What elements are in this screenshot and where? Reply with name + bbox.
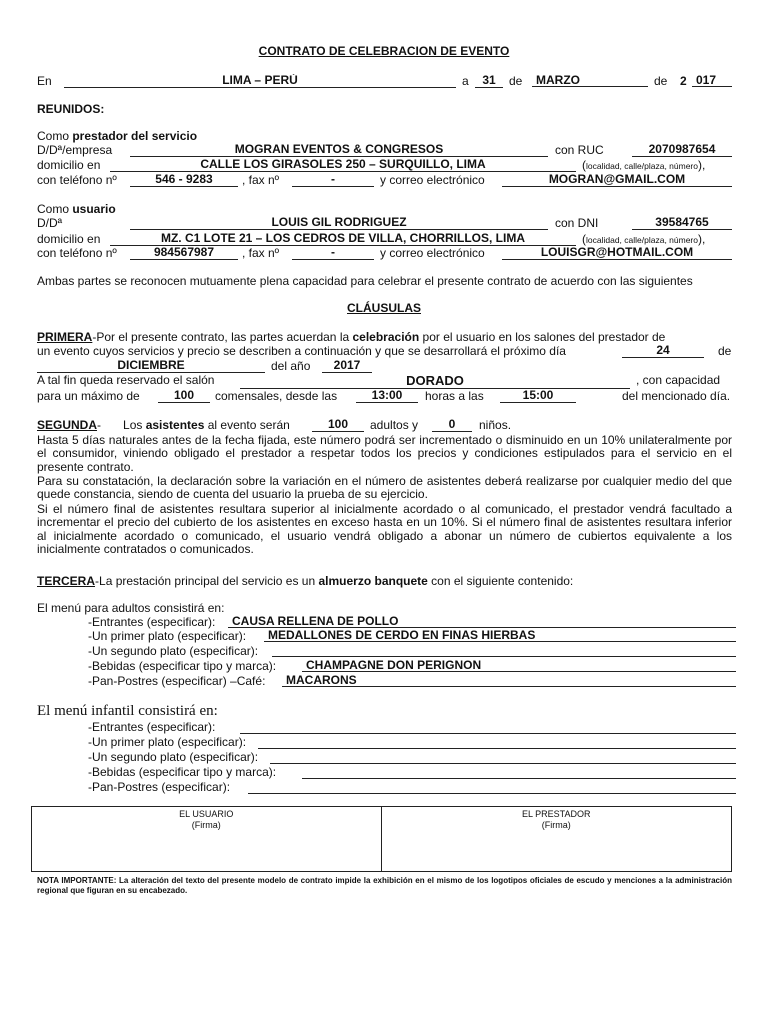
salon-field[interactable]: DORADO [240, 374, 630, 389]
provider-ruc-label: con RUC [555, 143, 604, 157]
client-email-field[interactable]: LOUISGR@HOTMAIL.COM [502, 246, 732, 260]
adults-label: adultos y [370, 418, 419, 432]
event-year-label: del año [271, 359, 311, 373]
provider-name-field[interactable]: MOGRAN EVENTOS & CONGRESOS [130, 143, 548, 157]
client-fax-label: , fax nº [242, 246, 280, 260]
provider-address-label: domicilio en [37, 158, 101, 172]
provider-email-field[interactable]: MOGRAN@GMAIL.COM [502, 173, 732, 187]
adult-drinks-field[interactable]: CHAMPAGNE DON PERIGNON [302, 659, 736, 672]
page-title: CONTRATO DE CELEBRACION DE EVENTO [258, 44, 510, 58]
user-signature-hint: (Firma) [191, 820, 221, 830]
primera-line1: PRIMERA-Por el presente contrato, las partes acuerdan la celebración por el usuario en los salones del prestador de [37, 330, 666, 344]
signature-box [31, 806, 732, 872]
salon-label: A tal fin queda reservado el salón [37, 373, 215, 387]
adult-second-course-label: -Un segundo plato (especificar): [88, 644, 259, 658]
max-field[interactable]: 100 [158, 389, 210, 403]
client-name-label: D/Dª [37, 216, 63, 230]
hours-label: horas a las [425, 389, 484, 403]
en-label: En [37, 74, 52, 88]
client-dni-label: con DNI [555, 216, 599, 230]
provider-email-label: y correo electrónico [380, 173, 485, 187]
de2-label: de [654, 74, 668, 88]
capacity-label: , con capacidad [636, 373, 721, 387]
adult-starters-label: -Entrantes (especificar): [88, 615, 216, 629]
day-field[interactable]: 31 [475, 74, 503, 88]
children-field[interactable]: 0 [432, 418, 472, 432]
child-first-course-label: -Un primer plato (especificar): [88, 735, 247, 749]
provider-signature-cell[interactable] [382, 807, 732, 871]
client-phone-label: con teléfono nº [37, 246, 117, 260]
segunda-paragraph-1: Hasta 5 días naturales antes de la fecha fijada, este número podrá ser incrementado o disminuido en un 10% unilateralmente por el consumidor, viniendo obligado el prestador a respetar todos los precios y condiciones estipulados para el servicio en el presente contrato. [37, 433, 732, 474]
child-starters-label: -Entrantes (especificar): [88, 720, 216, 734]
adults-field[interactable]: 100 [312, 418, 364, 432]
provider-address-field[interactable]: CALLE LOS GIRASOLES 250 – SURQUILLO, LIMA [110, 158, 576, 172]
adult-first-course-label: -Un primer plato (especificar): [88, 629, 247, 643]
reunidos-heading: REUNIDOS: [37, 102, 105, 116]
provider-fax-field[interactable]: - [292, 173, 374, 187]
client-address-field[interactable]: MZ. C1 LOTE 21 – LOS CEDROS DE VILLA, CHORRILLOS, LIMA [110, 232, 576, 246]
provider-signature-hint: (Firma) [541, 820, 571, 830]
child-drinks-label: -Bebidas (especificar tipo y marca): [88, 765, 277, 779]
provider-heading: Como prestador del servicio [37, 129, 198, 143]
year-field[interactable]: 017 [692, 74, 732, 87]
adult-dessert-field[interactable]: MACARONS [282, 674, 736, 687]
child-second-course-label: -Un segundo plato (especificar): [88, 750, 259, 764]
provider-phone-field[interactable]: 546 - 9283 [130, 173, 238, 187]
adult-starters-field[interactable]: CAUSA RELLENA DE POLLO [228, 615, 736, 628]
to-time-field[interactable]: 15:00 [500, 389, 576, 403]
segunda-paragraph-2: Para su constatación, la declaración sobre la variación en el número de asistentes deberá realizarse por cualquier medio del que quede constancia, siendo de cuenta del usuario la prueba de su ejercicio. [37, 474, 732, 502]
child-starters-field[interactable] [240, 721, 736, 734]
event-de-label: de [718, 344, 732, 358]
a-label: a [462, 74, 469, 88]
adult-drinks-label: -Bebidas (especificar tipo y marca): [88, 659, 277, 673]
segunda-paragraph-3: Si el número final de asistentes resultara superior al inicialmente acordado o al comunicado, el prestador vendrá facultado a incrementar el precio del cubierto de los asistentes en exceso hasta en un 10%. Si el número final de asistentes resultara inferior al inicialmente acordado o comunicado, el usuario vendrá obligado a abonar un número de cubiertos equivalente a los inicialmente contratados o comunicados. [37, 502, 732, 557]
tercera-line: TERCERA-La prestación principal del servicio es un almuerzo banquete con el siguiente contenido: [37, 574, 574, 588]
clausulas-heading: CLÁUSULAS [347, 301, 421, 315]
event-day-field[interactable]: 24 [622, 344, 704, 358]
max-label: para un máximo de [37, 389, 140, 403]
child-first-course-field[interactable] [258, 736, 736, 749]
child-drinks-field[interactable] [302, 766, 736, 779]
adult-second-course-field[interactable] [272, 644, 736, 657]
client-heading: Como usuario [37, 202, 116, 216]
primera-line2: un evento cuyos servicios y precio se describen a continuación y que se desarrollará el próximo día [37, 344, 566, 358]
user-signature-cell[interactable] [32, 807, 382, 871]
child-second-course-field[interactable] [270, 751, 736, 764]
diners-label: comensales, desde las [215, 389, 338, 403]
provider-fax-label: , fax nº [242, 173, 280, 187]
children-label: niños. [479, 418, 512, 432]
client-email-label: y correo electrónico [380, 246, 485, 260]
month-field[interactable]: MARZO [532, 74, 648, 87]
from-time-field[interactable]: 13:00 [356, 389, 418, 403]
menu-children-title: El menú infantil consistirá en: [37, 703, 218, 719]
provider-phone-label: con teléfono nº [37, 173, 117, 187]
client-address-hint: (localidad, calle/plaza, número), [582, 232, 706, 246]
user-signature-title: EL USUARIO [179, 809, 234, 819]
child-dessert-field[interactable] [248, 781, 736, 794]
client-name-field[interactable]: LOUIS GIL RODRIGUEZ [130, 216, 548, 230]
recognition-text: Ambas partes se reconocen mutuamente plena capacidad para celebrar el presente contrato de acuerdo con las siguientes [37, 274, 693, 288]
city-field[interactable]: LIMA – PERÚ [64, 74, 456, 88]
menu-adults-title: El menú para adultos consistirá en: [37, 601, 225, 615]
client-dni-field[interactable]: 39584765 [632, 216, 732, 230]
provider-name-label: D/Dª/empresa [37, 143, 113, 157]
client-fax-field[interactable]: - [292, 246, 374, 260]
client-address-label: domicilio en [37, 232, 101, 246]
important-note: NOTA IMPORTANTE: La alteración del texto del presente modelo de contrato impide la exhibición en el mismo de los logotipos oficiales de escudo y menciones a la administración regional que figuran en su encabezado. [37, 876, 732, 895]
client-phone-field[interactable]: 984567987 [130, 246, 238, 260]
event-month-field[interactable]: DICIEMBRE [37, 359, 265, 373]
provider-address-hint: (localidad, calle/plaza, número), [582, 158, 706, 172]
adult-dessert-label: -Pan-Postres (especificar) –Café: [88, 674, 266, 688]
adult-first-course-field[interactable]: MEDALLONES DE CERDO EN FINAS HIERBAS [264, 629, 736, 642]
provider-signature-title: EL PRESTADOR [521, 809, 591, 819]
year-prefix: 2 [680, 74, 687, 88]
child-dessert-label: -Pan-Postres (especificar): [88, 780, 231, 794]
event-year-field[interactable]: 2017 [322, 359, 372, 373]
de-label: de [509, 74, 523, 88]
end-label: del mencionado día. [622, 389, 731, 403]
provider-ruc-field[interactable]: 2070987654 [632, 143, 732, 157]
segunda-line1: SEGUNDA- Los asistentes al evento serán [37, 418, 290, 432]
